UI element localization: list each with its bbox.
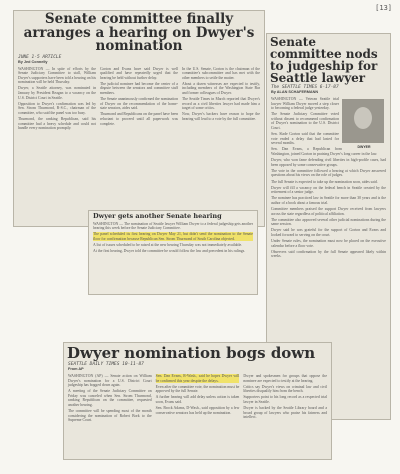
article-paragraph: Now, Dwyer's backers have reason to hope the hearing will lead to a vote by the full committee. bbox=[182, 112, 260, 121]
article-columns bbox=[64, 372, 331, 426]
article-column-middle bbox=[156, 374, 240, 424]
article-paragraph: A meeting of the Senate Judiciary Committee on Friday was canceled when Sen. Strom Thurmond, ranking Republican on the committee, requested another hearing. bbox=[68, 389, 152, 408]
article-paragraph: Dwyer said he was grateful for the support of Gorton and Evans and looked forward to serving on the court. bbox=[271, 228, 386, 237]
article-paragraph: The Senate Judiciary Committee voted without dissent to recommend confirmation of Dwyer's nomination to the U.S. District Court. bbox=[271, 112, 339, 131]
article-columns bbox=[14, 65, 264, 135]
clipping-headline: Senate committee nods to judgeship for Seattle lawyer bbox=[270, 35, 378, 85]
article-paragraph-highlighted: The panel scheduled its first hearing on Dwyer May 21, but didn't send the nomination to the Senate floor for confirmation because Republican Sen. Strom Thurmond of South Carolina objected. bbox=[93, 232, 253, 241]
article-paragraph: The nominee has practiced law in Seattle for more than 30 years and is the author of a book about a famous trial. bbox=[271, 196, 386, 205]
article-paragraph: Supporters point to his long record as a respected trial lawyer in Seattle. bbox=[243, 395, 328, 404]
article-column-left bbox=[68, 374, 152, 424]
handwritten-date: JUNE 1-5 ARTICLE bbox=[18, 54, 62, 60]
article-paragraph-highlighted: Sen. Dan Evans, R-Wash., said he hopes Dwyer will be confirmed this year despite the delays. bbox=[155, 374, 240, 383]
clipping-bogs-down bbox=[63, 342, 332, 460]
article-paragraph: WASHINGTON (AP) — Senate action on William Dwyer's nomination for a U.S. District Court judgeship has bogged down again. bbox=[68, 374, 152, 388]
article-paragraph: WASHINGTON — Veteran Seattle trial lawyer William Dwyer moved a step closer to becoming a federal judge yesterday. bbox=[271, 97, 339, 111]
article-body bbox=[267, 95, 390, 262]
article-column-middle bbox=[100, 67, 178, 133]
byline: By Jed Connelly bbox=[18, 59, 48, 64]
article-paragraph: Sen. Dan Evans, a Republican from Washington, joined Gorton in praising Dwyer's long career in the law. bbox=[271, 147, 378, 157]
article-paragraph: The full Senate is expected to take up the nomination soon, aides said. bbox=[271, 179, 378, 184]
article-paragraph: Critics say Dwyer's views on criminal law and civil liberties disqualify him from the bench. bbox=[243, 384, 328, 394]
article-paragraph: About a dozen witnesses are expected to testify, including members of the Washington State Bar and former colleagues of Dwyer. bbox=[182, 81, 260, 95]
article-paragraph: Thurmond and Republicans on the panel have been reluctant to proceed until all paperwork was complete. bbox=[100, 112, 178, 126]
article-paragraph: Dwyer, a Seattle attorney, was nominated in January by President Reagan to a vacancy on the U.S. District Court in Seattle. bbox=[18, 86, 96, 100]
article-paragraph: WASHINGTON — The nomination of Seattle lawyer William Dwyer to a federal judgeship gets another hearing this week before the Senate Judiciary Committee. bbox=[93, 221, 253, 231]
article-body bbox=[89, 220, 257, 258]
handwritten-date: SEATTLE DAILY TIMES 10-11-87 bbox=[68, 362, 144, 367]
article-paragraph: Committee members praised the support Dwyer received from lawyers across the state regardless of political affiliation. bbox=[271, 206, 386, 216]
article-paragraph: Sen. Slade Gorton said that the committee vote ended a delay that had lasted for several months. bbox=[271, 132, 339, 146]
article-paragraph: Dwyer, who won fame defending civil liberties in high-profile cases, had been opposed by some conservative groups. bbox=[271, 158, 386, 167]
article-column-left bbox=[18, 67, 96, 133]
page-number: [13] bbox=[375, 4, 392, 12]
article-column-right bbox=[243, 374, 327, 424]
article-paragraph: Observers said confirmation by the full Senate appeared likely within weeks. bbox=[271, 249, 386, 259]
article-paragraph: Dwyer and spokesmen for groups that oppose the nominee are expected to testify at the hearing. bbox=[243, 374, 328, 383]
clipping-headline: Dwyer nomination bogs down bbox=[67, 344, 316, 362]
clipping-headline: Senate committee finally arranges a hearing on Dwyer's nomination bbox=[23, 11, 255, 54]
article-paragraph: The vote in the committee followed a hearing at which Dwyer answered questions about his views on the role of judges. bbox=[271, 168, 386, 178]
byline: By ALAN SCHAFERMANN bbox=[271, 90, 319, 94]
article-paragraph: In the U.S. Senate, Gorton is the chairman of the committee's subcommittee and has met with the other members to settle the matter. bbox=[182, 66, 260, 80]
article-paragraph: The Senate unanimously confirmed the nomination of Dwyer on the recommendation of the home-state senators, aides said. bbox=[100, 97, 178, 111]
portrait-photo bbox=[342, 99, 384, 143]
article-paragraph: The committee also approved several other judicial nominations during the same session. bbox=[271, 217, 386, 227]
photo-caption: DWYER bbox=[357, 145, 371, 149]
article-paragraph: The Seattle Times in March reported that Dwyer's record as a civil liberties lawyer had made him a target of some critics. bbox=[182, 97, 260, 111]
article-paragraph: The committee will be spending most of the month considering the nomination of Robert Bork to the Supreme Court. bbox=[68, 409, 152, 423]
byline: From AP bbox=[68, 367, 84, 371]
article-paragraph: Under Senate rules, the nomination must now be placed on the executive calendar before a floor vote. bbox=[271, 239, 386, 248]
article-column-right bbox=[182, 67, 260, 133]
clipping-senate-hearing bbox=[13, 10, 265, 227]
article-paragraph: Even after the committee vote, the nomination must be approved by the full Senate. bbox=[155, 384, 240, 394]
article-paragraph: The judicial nominee had become the center of a dispute between the senators and committee staff members. bbox=[100, 81, 178, 95]
article-paragraph: Thurmond, the ranking Republican, said his committee had a heavy schedule and could not handle every nomination promptly. bbox=[18, 116, 96, 131]
article-paragraph: Dwyer is backed by the Seattle Library board and a broad group of lawyers who praise his fairness and intellect. bbox=[243, 406, 328, 420]
article-paragraph: WASHINGTON — In spite of efforts by the Senate Judiciary Committee to stall, William Dwyer's supporters have been told a hearing on his nomination will be held Thursday. bbox=[18, 66, 96, 85]
article-paragraph: Opposition to Dwyer's confirmation was led by Sen. Strom Thurmond, R-S.C., chairman of the committee, who said the panel was too busy. bbox=[18, 101, 96, 115]
clipping-another-hearing bbox=[88, 210, 258, 295]
clipping-headline: Dwyer gets another Senate hearing bbox=[93, 212, 222, 220]
article-paragraph: At the first hearing, Dwyer told the committee he would follow the law and precedent in his rulings. bbox=[93, 248, 246, 253]
handwritten-date: The SEATTLE TIMES 6-17-87 bbox=[271, 85, 339, 90]
article-paragraph: Sen. Brock Adams, D-Wash., said opposition by a few conservative senators has held up the nomination. bbox=[155, 406, 240, 415]
article-paragraph: A further hearing will add delay unless action is taken soon, Evans said. bbox=[155, 395, 240, 404]
article-paragraph: Gorton and Evans have said Dwyer is well qualified and have repeatedly urged that the hearing be held without further delay. bbox=[100, 66, 178, 80]
article-paragraph: Dwyer will fill a vacancy on the federal bench in Seattle created by the retirement of a senior judge. bbox=[271, 185, 386, 195]
article-paragraph: A list of issues scheduled to be raised at the new hearing Thursday was not immediately available. bbox=[93, 242, 243, 247]
